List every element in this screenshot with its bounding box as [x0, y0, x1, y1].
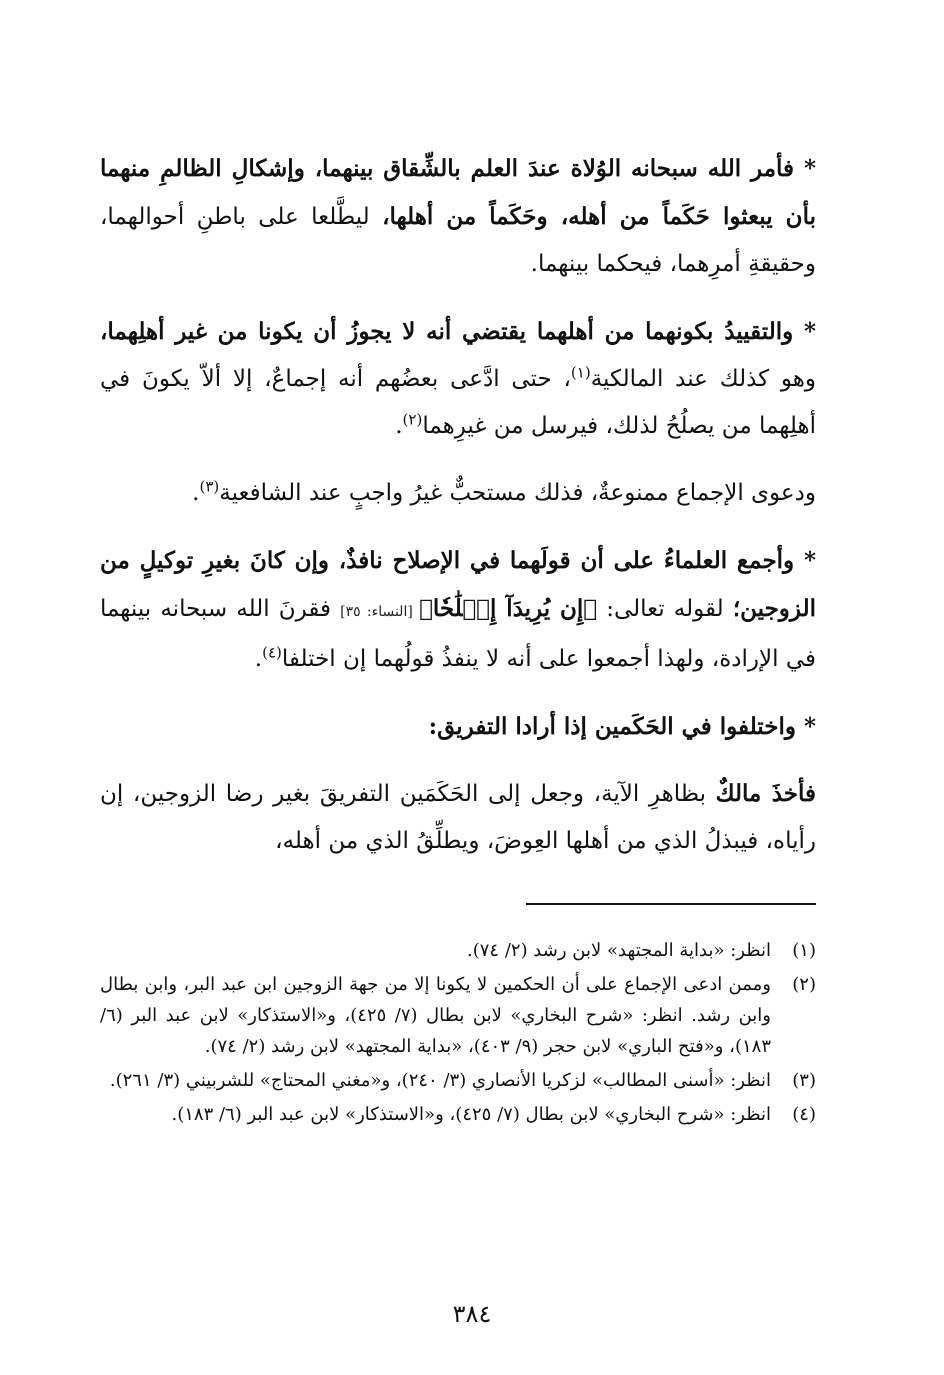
- paragraph-4-text: لقوله تعالى:: [597, 596, 733, 622]
- paragraph-1: [100, 145, 816, 288]
- quran-reference: [النساء: ٣٥]: [340, 604, 420, 620]
- main-text: [100, 145, 816, 865]
- paragraph-3-end: .: [192, 480, 200, 506]
- paragraph-4: [100, 537, 816, 683]
- footnote-marker-4[interactable]: (٤): [262, 643, 282, 662]
- footnote-2: [100, 969, 816, 1062]
- paragraph-1-lead: * فأمر الله سبحانه الوُلاة عندَ العلم بالشِّقاق بينهما، وإشكالِ الظالمِ منهما بأن يبعثوا حَكَماً من أهله، وحَكَماً من أهلها،: [100, 155, 816, 230]
- paragraph-4-text-cont: فقرنَ الله سبحانه بينهما في الإرادة، ولهذا أجمعوا على أنه لا ينفذُ قولُهما إن اختلفا: [100, 596, 816, 672]
- footnotes: [100, 935, 816, 1130]
- footnote-divider: [526, 903, 816, 905]
- footnote-3: [100, 1065, 816, 1096]
- paragraph-6-text: بظاهرِ الآية، وجعل إلى الحَكَمَين التفريقَ بغير رضا الزوجين، إن رأياه، فيبذلُ الذي من أهلها العِوضَ، ويطلِّقُ الذي من أهله،: [100, 781, 816, 854]
- paragraph-1-rest: ليطَّلعا على باطنِ أحوالهما، وحقيقةِ أمرِهما، فيحكما بينهما.: [100, 204, 816, 277]
- footnote-number: (٣): [792, 1070, 816, 1091]
- paragraph-4-lead: * وأجمع العلماءُ على أن قولَهما في الإصلاح نافذٌ، وإن كانَ بغيرِ توكيلٍ من الزوجين؛: [100, 547, 816, 622]
- footnote-text: وممن ادعى الإجماع على أن الحكمين لا يكونا إلا من جهة الزوجين ابن عبد البر، وابن بطال وابن رشد. انظر: «شرح البخاري» لابن بطال (٧/ ٤٢٥)، و«الاستذكار» لابن عبد البر (٦/ ١٨٣)، و«فتح الباري» لابن حجر (٩/ ٤٠٣)، «بداية المجتهد» لابن رشد (٢/ ٧٤).: [100, 974, 771, 1057]
- footnote-marker-3[interactable]: (٣): [199, 477, 220, 496]
- footnote-number: (٢): [792, 974, 816, 995]
- footnote-4: [100, 1099, 816, 1130]
- page-number: ٣٨٤: [452, 1300, 492, 1328]
- paragraph-5-heading: * واختلفوا في الحَكَمين إذا أرادا التفريق:: [428, 713, 816, 740]
- footnote-number: (١): [792, 940, 816, 961]
- footnote-text: انظر: «أسنى المطالب» لزكريا الأنصاري (٣/ ٢٤٠)، و«مغني المحتاج» للشربيني (٣/ ٢٦١).: [109, 1070, 771, 1091]
- footnote-1: [100, 935, 816, 966]
- paragraph-6: [100, 770, 816, 865]
- footnote-text: انظر: «شرح البخاري» لابن بطال (٧/ ٤٢٥)، و«الاستذكار» لابن عبد البر (٦/ ١٨٣).: [171, 1104, 771, 1125]
- paragraph-2-end: .: [395, 413, 403, 439]
- footnote-text: انظر: «بداية المجتهد» لابن رشد (٢/ ٧٤).: [467, 940, 771, 961]
- paragraph-2: [100, 308, 816, 450]
- paragraph-4-end: .: [254, 646, 263, 672]
- quran-quote: ﴿إِن يُرِيدَآ إِصۡلَٰحٗا﴾: [419, 595, 598, 622]
- paragraph-3-text: ودعوى الإجماع ممنوعةٌ، فذلك مستحبٌّ غيرُ واجبٍ عند الشافعية: [219, 480, 816, 506]
- footnote-number: (٤): [792, 1104, 816, 1125]
- footnote-marker-2[interactable]: (٢): [402, 410, 423, 429]
- paragraph-2-text: وهو كذلك عند المالكية: [590, 366, 817, 392]
- paragraph-3: [100, 470, 816, 517]
- paragraph-2-lead: * والتقييدُ بكونهما من أهلهما يقتضي أنه لا يجوزُ أن يكونا من غير أهلِهما،: [100, 318, 816, 345]
- footnote-marker-1[interactable]: (١): [570, 363, 591, 382]
- paragraph-2-text-cont: ، حتى ادَّعى بعضُهم أنه إجماعٌ، إلا ألاّ يكونَ في أهلِهما من يصلُحُ لذلك، فيرسل من غيرِهما: [100, 366, 816, 439]
- paragraph-6-lead: فأخذَ مالكٌ: [715, 780, 816, 807]
